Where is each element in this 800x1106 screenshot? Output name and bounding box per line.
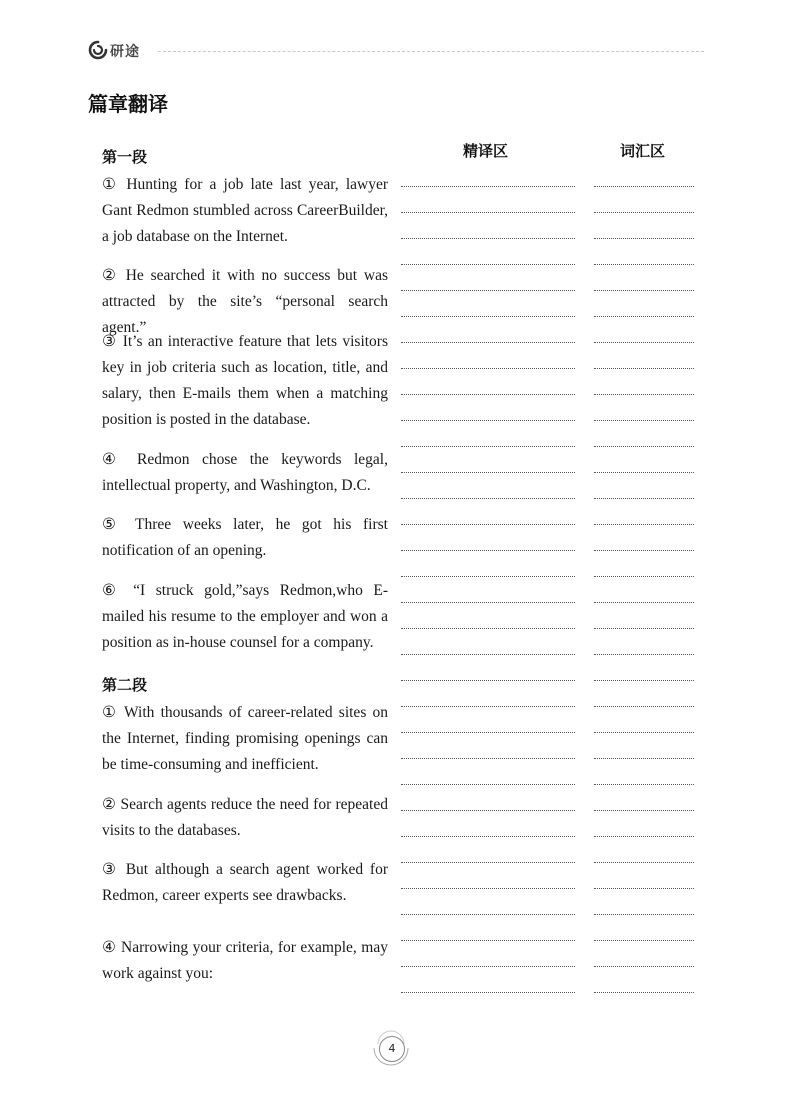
vocabulary-line[interactable] (594, 914, 694, 915)
vocabulary-line[interactable] (594, 758, 694, 759)
translation-line[interactable] (401, 368, 575, 369)
vocabulary-line[interactable] (594, 836, 694, 837)
vocabulary-line[interactable] (594, 602, 694, 603)
vocabulary-line[interactable] (594, 368, 694, 369)
sentence-text: ② He searched it with no success but was attracted by the site’s “personal search agent.” (102, 267, 388, 336)
section-heading: 第一段 (102, 148, 148, 166)
vocabulary-line[interactable] (594, 576, 694, 577)
vocabulary-line[interactable] (594, 862, 694, 863)
vocabulary-line[interactable] (594, 420, 694, 421)
swirl-logo-icon (88, 40, 108, 60)
translation-line[interactable] (401, 342, 575, 343)
sentence-text: ④ Narrowing your criteria, for example, may work against you: (102, 939, 388, 982)
vocabulary-line[interactable] (594, 186, 694, 187)
translation-line[interactable] (401, 290, 575, 291)
sentence-text: ⑤ Three weeks later, he got his first notification of an opening. (102, 516, 388, 559)
vocabulary-line[interactable] (594, 238, 694, 239)
sentence-text: ③ It’s an interactive feature that lets visitors key in job criteria such as location, title, and salary, then E-mails them when a matching position is posted in the database. (102, 333, 388, 428)
brand-name: 研途 (110, 44, 140, 60)
translation-line[interactable] (401, 498, 575, 499)
translation-line[interactable] (401, 576, 575, 577)
sentence-text: ① With thousands of career-related sites on the Internet, finding promising openings can be time-consuming and inefficient. (102, 704, 388, 773)
translation-line[interactable] (401, 550, 575, 551)
header-divider (158, 51, 704, 52)
vocabulary-line[interactable] (594, 498, 694, 499)
translation-line[interactable] (401, 862, 575, 863)
translation-line[interactable] (401, 914, 575, 915)
translation-line[interactable] (401, 836, 575, 837)
translation-line[interactable] (401, 732, 575, 733)
vocabulary-line[interactable] (594, 212, 694, 213)
translation-line[interactable] (401, 966, 575, 967)
translation-line[interactable] (401, 706, 575, 707)
translation-line[interactable] (401, 888, 575, 889)
vocabulary-line[interactable] (594, 446, 694, 447)
translation-line[interactable] (401, 680, 575, 681)
sentence-text: ③ But although a search agent worked for Redmon, career experts see drawbacks. (102, 861, 388, 904)
translation-line[interactable] (401, 992, 575, 993)
vocabulary-line[interactable] (594, 290, 694, 291)
vocabulary-line[interactable] (594, 654, 694, 655)
vocabulary-line[interactable] (594, 706, 694, 707)
translation-line[interactable] (401, 758, 575, 759)
vocabulary-line[interactable] (594, 394, 694, 395)
translation-line[interactable] (401, 446, 575, 447)
vocabulary-line[interactable] (594, 966, 694, 967)
page-number: 4 (379, 1036, 405, 1062)
vocabulary-line[interactable] (594, 264, 694, 265)
vocabulary-line[interactable] (594, 550, 694, 551)
sentence-text: ④ Redmon chose the keywords legal, intellectual property, and Washington, D.C. (102, 451, 388, 494)
translation-line[interactable] (401, 316, 575, 317)
translation-line[interactable] (401, 940, 575, 941)
sentence-text: ⑥ “I struck gold,”says Redmon,who E-mailed his resume to the employer and won a position as in-house counsel for a company. (102, 582, 388, 651)
translation-line[interactable] (401, 238, 575, 239)
translation-line[interactable] (401, 186, 575, 187)
translation-column-header: 精译区 (463, 142, 509, 160)
vocabulary-line[interactable] (594, 342, 694, 343)
vocabulary-line[interactable] (594, 784, 694, 785)
translation-line[interactable] (401, 524, 575, 525)
vocabulary-column-header: 词汇区 (620, 142, 666, 160)
translation-line[interactable] (401, 212, 575, 213)
section-heading: 第二段 (102, 676, 148, 694)
translation-line[interactable] (401, 784, 575, 785)
vocabulary-line[interactable] (594, 732, 694, 733)
vocabulary-line[interactable] (594, 888, 694, 889)
vocabulary-line[interactable] (594, 316, 694, 317)
page-title: 篇章翻译 (88, 92, 168, 116)
translation-line[interactable] (401, 420, 575, 421)
vocabulary-line[interactable] (594, 940, 694, 941)
vocabulary-line[interactable] (594, 680, 694, 681)
translation-line[interactable] (401, 602, 575, 603)
translation-line[interactable] (401, 264, 575, 265)
translation-line[interactable] (401, 810, 575, 811)
vocabulary-line[interactable] (594, 472, 694, 473)
translation-line[interactable] (401, 654, 575, 655)
vocabulary-line[interactable] (594, 524, 694, 525)
vocabulary-line[interactable] (594, 810, 694, 811)
page-header (88, 38, 704, 66)
vocabulary-line[interactable] (594, 992, 694, 993)
translation-line[interactable] (401, 472, 575, 473)
sentence-text: ② Search agents reduce the need for repeated visits to the databases. (102, 796, 388, 839)
translation-line[interactable] (401, 394, 575, 395)
sentence-text: ① Hunting for a job late last year, lawyer Gant Redmon stumbled across CareerBuilder, a job database on the Internet. (102, 176, 388, 245)
vocabulary-line[interactable] (594, 628, 694, 629)
translation-line[interactable] (401, 628, 575, 629)
